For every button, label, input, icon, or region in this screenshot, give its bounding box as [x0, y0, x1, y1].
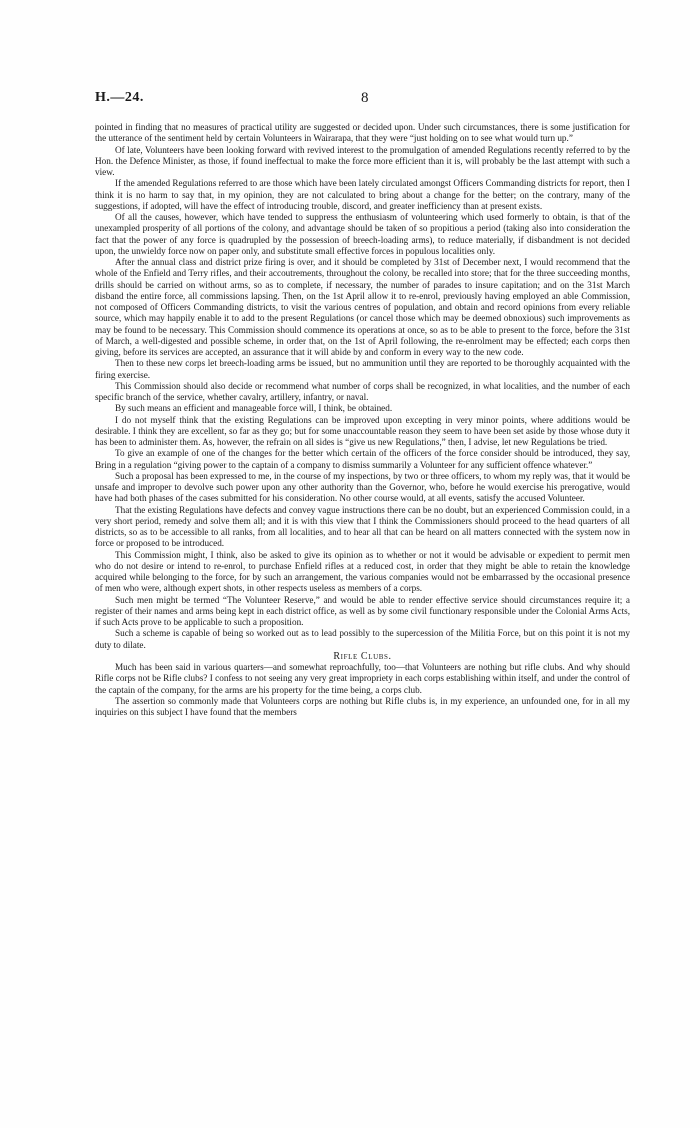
paragraph: I do not myself think that the existing Regulations can be improved upon excepting in very minor points, where additions would be desirable. I think they are excellent, so far as they go; but for some unaccountable reason they seem to have been set aside by those whose duty it has been to administer them. As, however, the refrain on all sides is “give us new Regulations,” then, I advise, let new Regulations be tried.	[95, 414, 630, 447]
paragraph: pointed in finding that no measures of practical utility are suggested or decided upon. Under such circumstances, there is some justification for the utterance of the sentiment held by certain Volunteers in Wairarapa, that they were “just holding on to see what would turn up.”	[95, 122, 630, 144]
paragraph: Of all the causes, however, which have tended to suppress the enthusiasm of volunteering which used formerly to obtain, is that of the unexampled prosperity of all portions of the colony, and advantage should be taken of so propitious a period (taking also into consideration the fact that the power of any force is quadrupled by the possession of breech-loading arms), to reduce materially, if disbandment is not decided upon, the unwieldy force now on paper only, and substitute small effective forces in populous localities only.	[95, 212, 630, 256]
paragraph: Such a scheme is capable of being so worked out as to lead possibly to the supercession of the Militia Force, but on this point it is not my duty to dilate.	[95, 628, 630, 650]
body-text	[95, 122, 630, 718]
page-number: 8	[361, 90, 369, 106]
paragraph: By such means an efficient and manageable force will, I think, be obtained.	[115, 403, 393, 414]
section-heading: Rifle Clubs.	[333, 650, 392, 662]
paragraph: This Commission should also decide or recommend what number of corps shall be recognized, in what localities, and the number of each specific branch of the service, whether cavalry, artillery, infantry, or naval.	[95, 380, 630, 402]
paragraph: The assertion so commonly made that Volunteers corps are nothing but Rifle clubs is, in my experience, an unfounded one, for in all my inquiries on this subject I have found that the members	[95, 695, 630, 717]
paragraph: Of late, Volunteers have been looking forward with revived interest to the promulgation of amended Regulations recently referred to by the Hon. the Defence Minister, as those, if found ineffectual to make the force more efficient than it is, will probably be the last attempt with such a view.	[95, 144, 630, 177]
paragraph: If the amended Regulations referred to are those which have been lately circulated amongst Officers Commanding districts for report, then I think it is no harm to say that, in my opinion, they are not calculated to bring about a change for the better; on the contrary, many of the suggestions, if adopted, will have the effect of introducing trouble, discord, and greater inefficiency than at present exists.	[95, 178, 630, 211]
report-reference: H.—24.	[95, 90, 144, 105]
paragraph: This Commission might, I think, also be asked to give its opinion as to whether or not it would be advisable or expedient to permit men who do not desire or intend to re-enrol, to purchase Enfield rifles at a reduced cost, in order that they might be able to retain the knowledge acquired while belonging to the force, for by such an arrangement, the various companies would not be embarrassed by the occasional presence of men who were, although expert shots, in other respects useless as members of a corps.	[95, 549, 630, 594]
paragraph: Much has been said in various quarters—and somewhat reproachfully, too—that Volunteers are nothing but rifle clubs. And why should Rifle corps not be Rifle clubs? I confess to not seeing any very great impropriety in each corps establishing within itself, and under the control of the captain of the company, for the arms are his property for the time being, a corps club.	[95, 662, 630, 695]
page-header	[95, 90, 600, 110]
paragraph: Then to these new corps let breech-loading arms be issued, but no ammunition until they are reported to be thoroughly acquainted with the firing exercise.	[95, 358, 630, 380]
paragraph: To give an example of one of the changes for the better which certain of the officers of the force consider should be introduced, they say, Bring in a regulation “giving power to the captain of a company to dismiss summarily a Volunteer for any sufficient offence whatever.”	[95, 448, 630, 470]
paragraph: Such a proposal has been expressed to me, in the course of my inspections, by two or three officers, to whom my reply was, that it would be unsafe and improper to devolve such power upon any other authority than the Governor, who, before he would exercise his prerogative, would have had both phases of the cases submitted for his consideration. No other course would, at all events, satisfy the accused Volunteer.	[95, 470, 630, 504]
paragraph: After the annual class and district prize firing is over, and it should be completed by 31st of December next, I would recommend that the whole of the Enfield and Terry rifles, and their accoutrements, throughout the colony, be recalled into store; that for the three succeeding months, drills should be carried on without arms, so as to complete, if necessary, the number of parades to insure capitation; and on the 31st March disband the entire force, all commissions lapsing. Then, on the 1st April allow it to re-enrol, previously having employed an able Commission, not composed of Officers Commanding districts, to visit the various centres of population, and obtain and record opinions from every reliable source, which may happily enable it to add to the present Regulations (or cancel those which may be deemed obnoxious) such improvements as may be found to be necessary. This Commission should commence its operations at once, so as to be able to present to the force, before the 31st of March, a well-digested and possible scheme, in order that, on the 1st of April following, the re-enrolment may be effected; each corps then giving, before its services are accepted, an assurance that it will abide by and conform in every way to the new code.	[95, 257, 630, 357]
paragraph: Such men might be termed “The Volunteer Reserve,” and would be able to render effective service should circumstances require it; a register of their names and arms being kept in each district office, as well as by some civil functionary responsible under the Colonial Arms Acts, if such Acts prove to be applicable to such a proposition.	[95, 594, 630, 627]
paragraph: That the existing Regulations have defects and convey vague instructions there can be no doubt, but an experienced Commission could, in a very short period, remedy and solve them all; and it is with this view that I think the Commissioners should proceed to the head quarters of all districts, so as to be accessible to all ranks, from all localities, and to hear all that can be heard on all matters connected with the system now in force or proposed to be introduced.	[95, 504, 630, 549]
